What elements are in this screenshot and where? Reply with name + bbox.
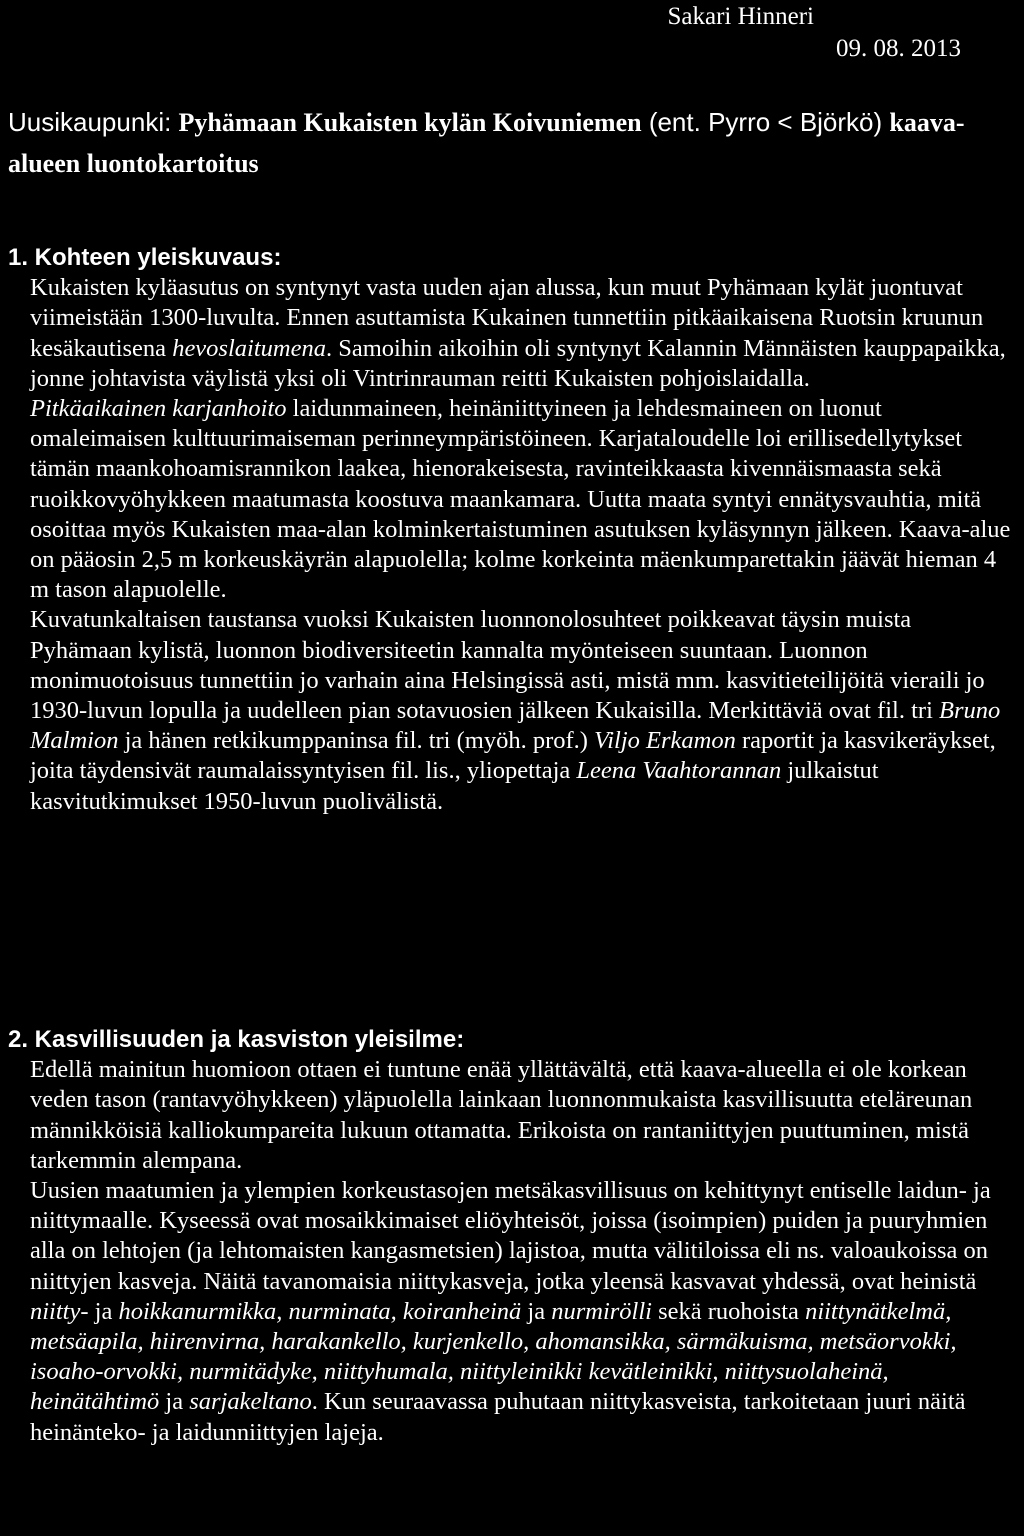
title-mid: (ent. Pyrro < Björkö) [641, 107, 890, 137]
title-prefix: Uusikaupunki: [8, 107, 179, 137]
section-1 [8, 243, 1018, 817]
document-date: 09. 08. 2013 [836, 35, 961, 62]
section-1-paragraph-2: Pitkäaikainen karjanhoito laidunmaineen, heinäniittyineen ja lehdesmaineen on luonut omaleimaisen kulttuurimaiseman perinneympäristöineen. Karjataloudelle loi erillisedellytykset tämän maankohoamisrannikon laakea, hienorakeisesta, ravinteikkaasta kivennäismaasta sekä ruoikkovyöhykkeen maatumasta koostuva maankamara. Uutta maata syntyi ennätysvauhtia, mitä osoittaa myös Kukaisten maa-alan kolminkertaistuminen asutuksen kyläsynnyn jälkeen. Kaava-alue on pääosin 2,5 m korkeuskäyrän alapuolella; kolme korkeinta mäenkumparettakin jäävät hieman 4 m tason alapuolelle. [30, 395, 1011, 604]
section-2 [8, 1025, 1018, 1448]
section-1-paragraph-1: Kukaisten kyläasutus on syntynyt vasta uuden ajan alussa, kun muut Pyhämaan kylät juontuvat viimeistään 1300-luvulta. Ennen asuttamista Kukainen tunnettiin pitkäaikaisena Ruotsin kruunun kesäkautisena hevoslaitumena. Samoihin aikoihin oli syntynyt Kalannin Männäisten kauppapaikka, jonne johtavista väylistä yksi oli Vintrinrauman reitti Kukaisten pohjoislaidalla. [30, 274, 1006, 392]
section-2-paragraph-1: Edellä mainitun huomioon ottaen ei tuntune enää yllättävältä, että kaava-alueella ei ole korkean veden tason (rantavyöhykkeen) yläpuolella lainkaan luonnonmukaista kasvillisuutta eteläreunan männikköisiä kalliokumpareita lukuun ottamatta. Erikoista on rantaniittyjen puuttuminen, mistä tarkemmin alempana. [30, 1056, 973, 1174]
section-1-paragraph-3: Kuvatunkaltaisen taustansa vuoksi Kukaisten luonnonolosuhteet poikkeavat täysin muista Pyhämaan kylistä, luonnon biodiversiteetin kannalta myönteiseen suuntaan. Luonnon monimuotoisuus tunnettiin jo varhain aina Helsingissä asti, mistä mm. kasvitieteilijöitä vieraili jo 1930-luvun lopulla ja uudelleen pian sotavuosien jälkeen Kukaisilla. Merkittäviä ovat fil. tri Bruno Malmion ja hänen retkikumppaninsa fil. tri (myöh. prof.) Viljo Erkamon raportit ja kasvikeräykset, joita täydensivät raumalaissyntyisen fil. lis., yliopettaja Leena Vaahtorannan julkaistut kasvitutkimukset 1950-luvun puolivälistä. [30, 606, 1001, 815]
section-2-heading: 2. Kasvillisuuden ja kasviston yleisilme: [8, 1026, 465, 1053]
document-title [8, 102, 998, 184]
title-bold-2: kaava-alueen luontokartoitus [8, 108, 965, 178]
section-2-paragraph-2: Uusien maatumien ja ylempien korkeustasojen metsäkasvillisuus on kehittynyt entiselle laidun- ja niittymaalle. Kyseessä ovat mosaikkimaiset eliöyhteisöt, joissa (isoimpien) puiden ja puuryhmien alla on lehtojen (ja lehtomaisten kangasmetsien) lajistoa, mutta välitiloissa eli ns. valoaukoissa on niittyjen kasveja. Näitä tavanomaisia niittykasveja, jotka yleensä kasvavat yhdessä, ovat heinistä niitty- ja hoikkanurmikka, nurminata, koiranheinä ja nurmirölli sekä ruohoista niittynätkelmä, metsäapila, hiirenvirna, harakankello, kurjenkello, ahomansikka, särmäkuisma, metsäorvokki, isoaho-orvokki, nurmitädyke, niittyhumala, niittyleinikki kevätleinikki, niittysuolaheinä, heinätähtimö ja sarjakeltano. Kun seuraavassa puhutaan niittykasveista, tarkoitetaan juuri näitä heinänteko- ja laidunniittyjen lajeja. [30, 1177, 991, 1446]
title-bold-1: Pyhämaan Kukaisten kylän Koivuniemen [178, 108, 642, 137]
author-name: Sakari Hinneri [667, 3, 814, 30]
section-1-heading: 1. Kohteen yleiskuvaus: [8, 244, 282, 271]
